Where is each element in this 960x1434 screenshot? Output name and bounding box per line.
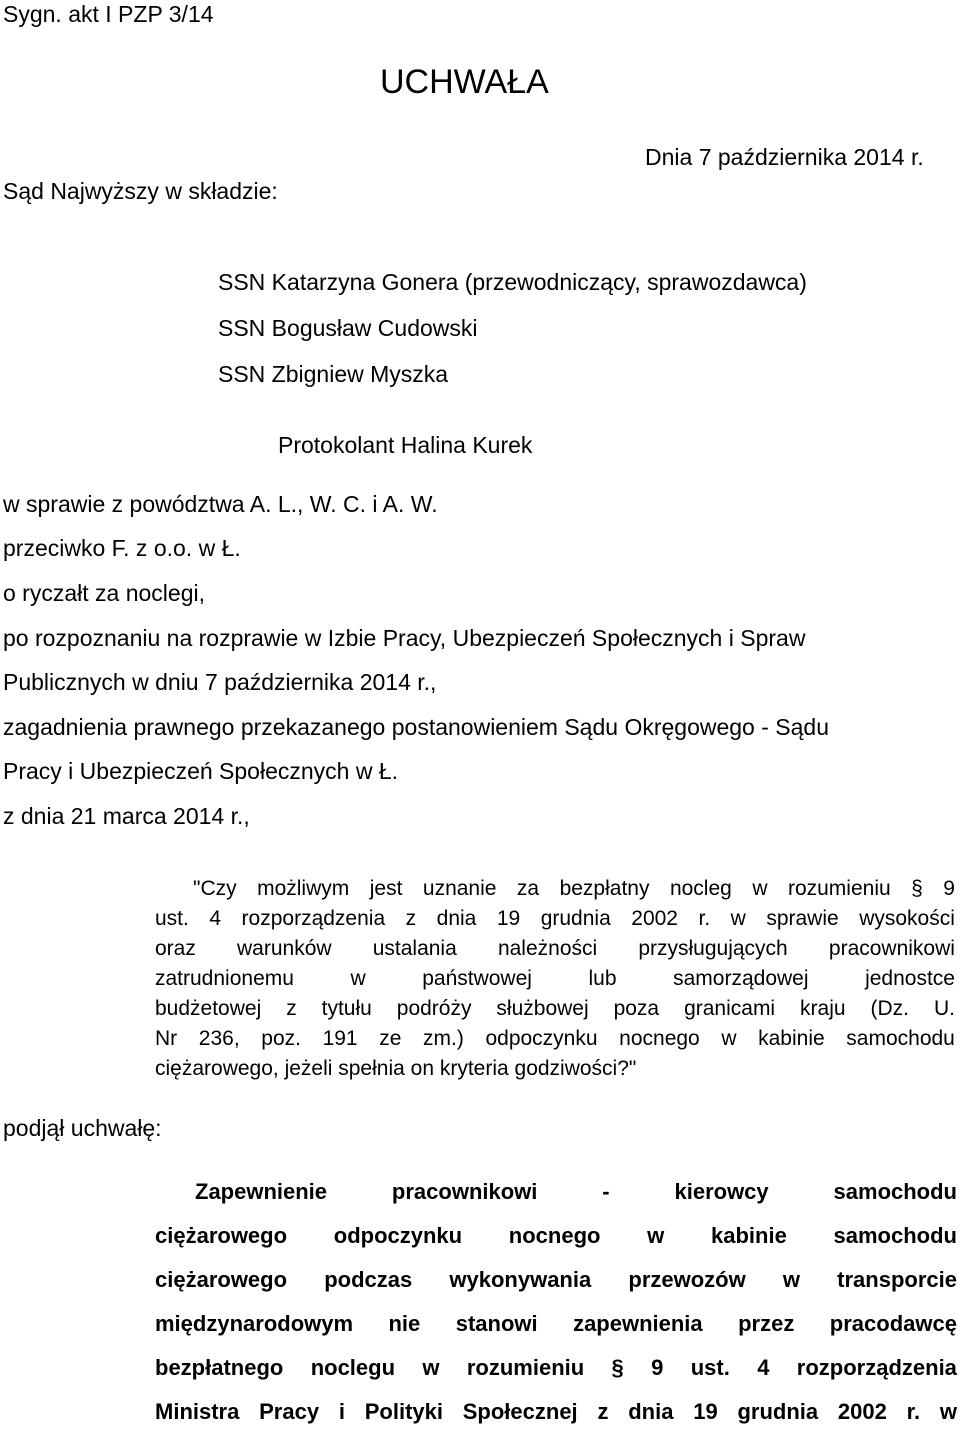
word: Zapewnienie — [195, 1179, 328, 1204]
word: grudnia — [540, 907, 611, 930]
word: w — [350, 967, 366, 990]
word: transporcie — [837, 1267, 957, 1292]
word: 9 — [651, 1355, 664, 1380]
word: nocnego — [508, 1223, 601, 1248]
word: § — [611, 1355, 624, 1380]
question-line — [155, 904, 955, 934]
word: (Dz. — [870, 997, 910, 1020]
word: budżetowej — [155, 997, 262, 1020]
word: zatrudnionemu — [155, 967, 294, 990]
case-referral-line: Pracy i Ubezpieczeń Społecznych w Ł. — [3, 758, 399, 784]
word: należności — [497, 937, 598, 960]
word: w — [782, 1267, 801, 1292]
word: nocnego — [619, 1027, 700, 1050]
word: Nr — [155, 1027, 178, 1050]
word: tytułu — [321, 997, 372, 1020]
resolution-line — [155, 1214, 957, 1258]
word: kabinie — [711, 1223, 787, 1248]
word: ciężarowego — [155, 1267, 288, 1292]
word: warunków — [237, 937, 332, 960]
word: odpoczynku — [485, 1027, 598, 1050]
word: międzynarodowym — [155, 1311, 354, 1336]
word: bezpłatny — [559, 877, 650, 900]
word: w — [730, 907, 746, 930]
word: i — [338, 1399, 345, 1424]
word: odpoczynku — [333, 1223, 463, 1248]
case-defendant-line: przeciwko F. z o.o. w Ł. — [3, 535, 241, 561]
word: przysługujących — [638, 937, 788, 960]
word: - — [602, 1179, 610, 1204]
word: grudnia — [737, 1399, 819, 1424]
word: ciężarowego — [155, 1223, 288, 1248]
question-line — [155, 1024, 955, 1054]
word: Pracy — [259, 1399, 320, 1424]
word: 4 — [209, 907, 222, 930]
legal-question — [155, 874, 955, 1084]
word: w — [939, 1399, 957, 1424]
word: sprawie — [766, 907, 839, 930]
word: § — [911, 877, 923, 900]
word: kierowcy — [674, 1179, 769, 1204]
word: 9 — [943, 877, 955, 900]
case-subject-line: o ryczałt za noclegi, — [3, 580, 205, 606]
case-hearing-line: po rozpoznaniu na rozprawie w Izbie Pracy, Ubezpieczeń Społecznych i Spraw — [3, 625, 806, 651]
word: lub — [588, 967, 617, 990]
word: U. — [933, 997, 955, 1020]
word: r. — [906, 1399, 921, 1424]
word: uznanie — [422, 877, 497, 900]
word: podróży — [396, 997, 472, 1020]
word: pracodawcę — [829, 1311, 957, 1336]
word: poza — [613, 997, 660, 1020]
resolution-text — [155, 1170, 957, 1434]
resolution-label: podjął uchwałę: — [3, 1115, 162, 1141]
word: 19 — [496, 907, 521, 930]
word: za — [516, 877, 540, 900]
word: 191 — [322, 1027, 358, 1050]
question-line — [155, 964, 955, 994]
word: Ministra — [155, 1399, 240, 1424]
word: 2002 — [631, 907, 678, 930]
word: w — [422, 1355, 440, 1380]
word: stanowi — [455, 1311, 538, 1336]
word: wykonywania — [449, 1267, 592, 1292]
resolution-line — [155, 1170, 957, 1214]
word: oraz — [155, 937, 196, 960]
word: dnia — [628, 1399, 674, 1424]
word: służbowej — [496, 997, 589, 1020]
word: ust. — [690, 1355, 730, 1380]
word: 4 — [757, 1355, 770, 1380]
word: pracownikowi — [828, 937, 955, 960]
word: 2002 — [837, 1399, 887, 1424]
word: z — [286, 997, 297, 1020]
word: jednostce — [865, 967, 955, 990]
question-line — [155, 934, 955, 964]
word: zm.) — [423, 1027, 464, 1050]
resolution-line — [155, 1346, 957, 1390]
word: Społecznej — [462, 1399, 578, 1424]
word: rozporządzenia — [241, 907, 386, 930]
word: ustalania — [372, 937, 457, 960]
judge-presiding: SSN Katarzyna Gonera (przewodniczący, sprawozdawca) — [218, 269, 807, 295]
question-line: ciężarowego, jeżeli spełnia on kryteria godziwości?" — [155, 1057, 637, 1080]
word: pracownikowi — [391, 1179, 538, 1204]
question-line — [155, 874, 955, 904]
word: dnia — [436, 907, 477, 930]
word: samochodu — [833, 1179, 957, 1204]
court-panel-label: Sąd Najwyższy w składzie: — [3, 178, 278, 204]
word: przewozów — [628, 1267, 746, 1292]
document-date: Dnia 7 października 2014 r. — [645, 144, 924, 170]
word: rozumieniu — [466, 1355, 585, 1380]
judge-member: SSN Zbigniew Myszka — [218, 361, 449, 387]
resolution-line — [155, 1302, 957, 1346]
word: noclegu — [310, 1355, 396, 1380]
resolution-line — [155, 1258, 957, 1302]
case-signature: Sygn. akt I PZP 3/14 — [3, 1, 214, 27]
word: 236, — [198, 1027, 240, 1050]
word: kraju — [800, 997, 846, 1020]
case-parties-line: w sprawie z powództwa A. L., W. C. i A. W. — [3, 491, 438, 517]
word: r. — [698, 907, 711, 930]
word: bezpłatnego — [155, 1355, 284, 1380]
word: rozumieniu — [787, 877, 891, 900]
word: samochodu — [846, 1027, 955, 1050]
resolution-line — [155, 1390, 957, 1434]
word: możliwym — [257, 877, 350, 900]
word: poz. — [261, 1027, 301, 1050]
word: rozporządzenia — [796, 1355, 957, 1380]
case-hearing-line: Publicznych w dniu 7 października 2014 r., — [3, 669, 437, 695]
court-clerk: Protokolant Halina Kurek — [278, 432, 533, 458]
word: jest — [369, 877, 403, 900]
word: przez — [738, 1311, 795, 1336]
word: nocleg — [669, 877, 732, 900]
word: samorządowej — [673, 967, 809, 990]
word: "Czy — [193, 877, 237, 900]
word: w — [721, 1027, 737, 1050]
case-referral-date-line: z dnia 21 marca 2014 r., — [3, 803, 250, 829]
case-referral-line: zagadnienia prawnego przekazanego postanowieniem Sądu Okręgowego - Sądu — [3, 714, 830, 740]
word: państwowej — [422, 967, 532, 990]
word: podczas — [324, 1267, 413, 1292]
word: z — [597, 1399, 609, 1424]
word: wysokości — [859, 907, 955, 930]
word: Polityki — [364, 1399, 443, 1424]
word: samochodu — [833, 1223, 957, 1248]
judge-member: SSN Bogusław Cudowski — [218, 315, 478, 341]
word: z — [405, 907, 417, 930]
word: ust. — [155, 907, 189, 930]
question-line — [155, 994, 955, 1024]
word: 19 — [693, 1399, 718, 1424]
word: w — [647, 1223, 665, 1248]
word: zapewnienia — [573, 1311, 703, 1336]
document-title: UCHWAŁA — [380, 63, 549, 101]
word: kabinie — [758, 1027, 825, 1050]
word: nie — [388, 1311, 421, 1336]
word: ze — [379, 1027, 402, 1050]
word: w — [752, 877, 768, 900]
word: granicami — [684, 997, 776, 1020]
